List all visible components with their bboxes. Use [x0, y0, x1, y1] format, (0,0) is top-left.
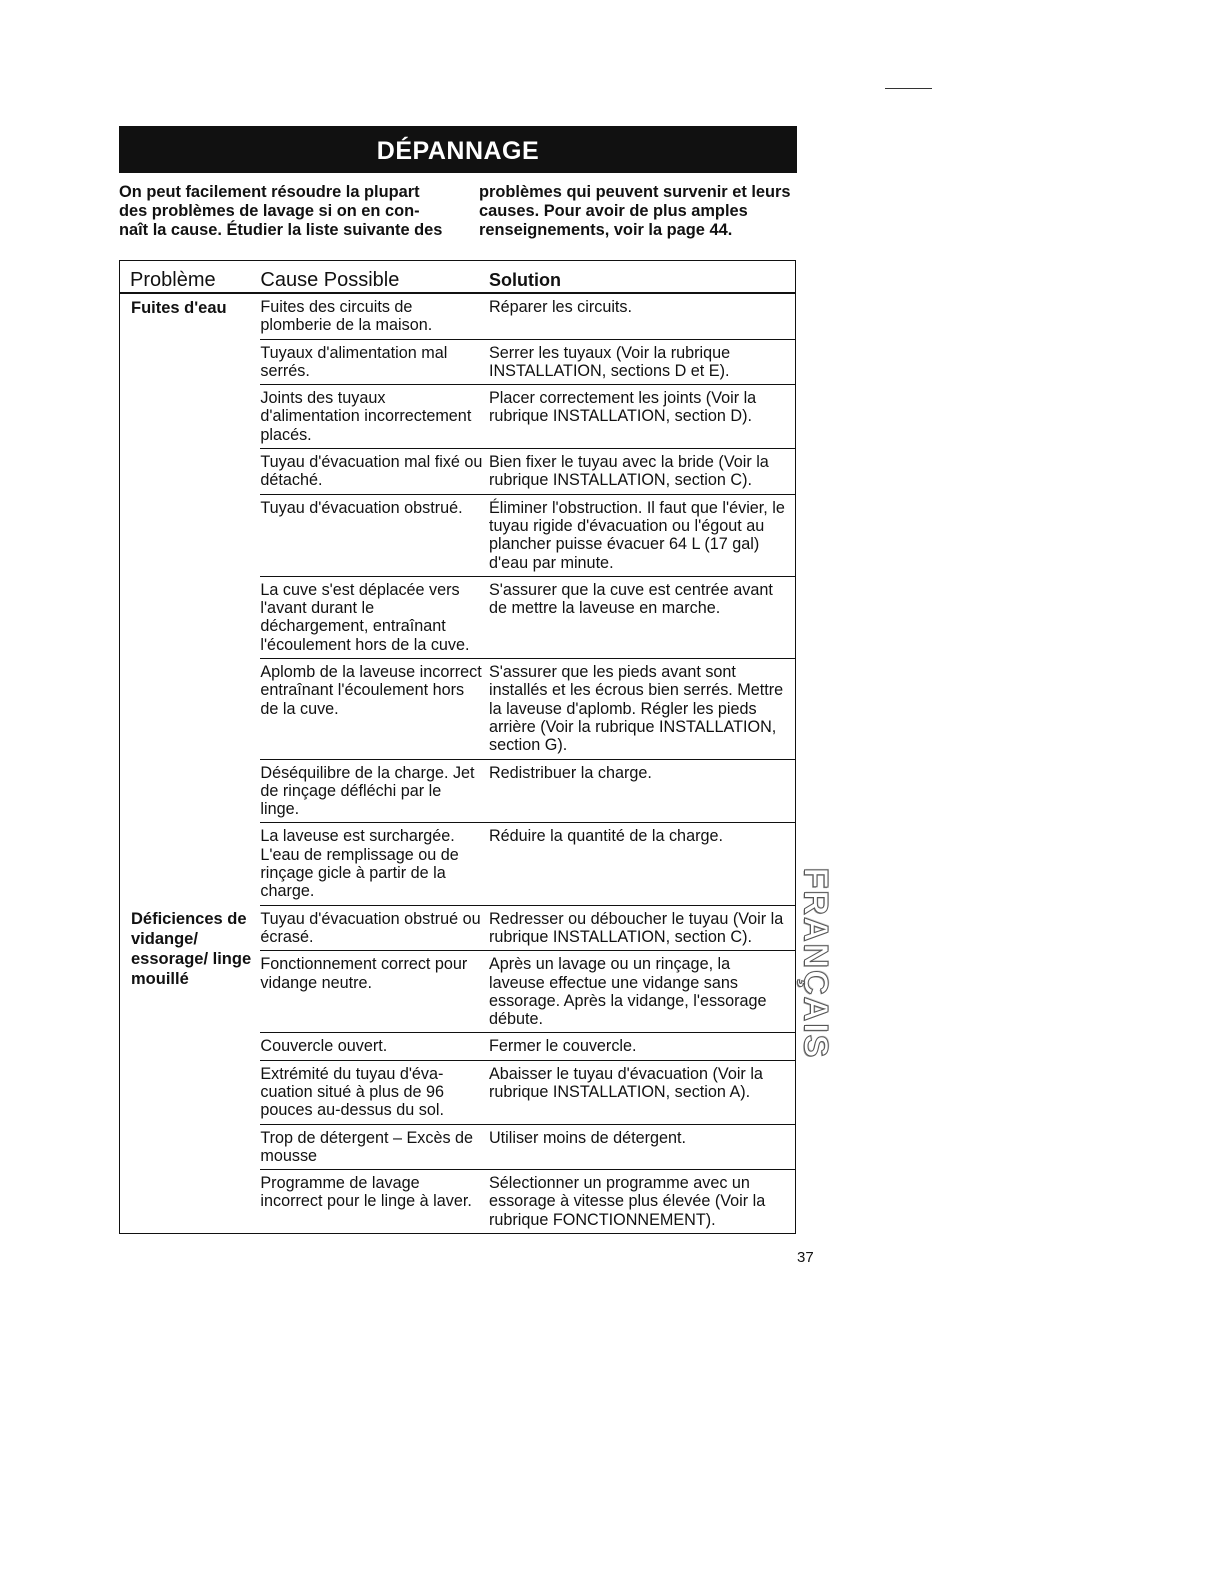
cause-cell: Programme de lavage incorrect pour le linge à laver.	[260, 1174, 472, 1211]
solution-cell: Abaisser le tuyau d'évacuation (Voir la rubrique INSTALLATION, section A).	[489, 1060, 796, 1124]
solution-cell: Placer correctement les joints (Voir la rubrique INSTALLATION, section D).	[489, 385, 796, 449]
cause-cell: Déséquilibre de la charge. Jet de rinçage défléchi par le linge.	[260, 759, 489, 823]
solution-cell: Sélectionner un programme avec un essorage à vitesse plus élevée (Voir la rubrique FONCTIONNEMENT).	[488, 1174, 766, 1229]
solution-cell: Réduire la quantité de la charge.	[489, 823, 796, 905]
solution-cell: Fermer le couvercle.	[489, 1033, 796, 1060]
intro-paragraph: On peut facilement résoudre la plupart des problèmes de lavage si on en con-naît la cause. Étudier la liste suivante des problèmes qui peuvent survenir et leurs causes. Pour avoir de plus amples renseignements, voir la page 44.	[119, 183, 791, 239]
cause-cell: Couvercle ouvert.	[260, 1033, 489, 1060]
cause-cell: La laveuse est surchargée. L'eau de remplissage ou de rinçage gicle à partir de la charge.	[260, 823, 489, 905]
cause-cell: Fonctionnement correct pour vidange neutre.	[260, 951, 489, 1033]
table-header-row	[120, 261, 796, 294]
solution-cell: Après un lavage ou un rinçage, la laveuse effectue une vidange sans essorage. Après la vidange, l'essorage débute.	[489, 951, 796, 1033]
solution-cell: Réparer les circuits.	[489, 293, 796, 339]
problem-cell: Fuites d'eau	[131, 299, 227, 317]
table-row	[120, 293, 796, 339]
cause-cell: La cuve s'est déplacée vers l'avant durant le déchargement, entraînant l'écoulement hors de la cuve.	[260, 576, 489, 658]
cause-cell: Tuyau d'évacuation mal fixé ou détaché.	[260, 449, 489, 495]
side-tab-label: FRANÇAIS	[796, 867, 835, 1059]
cause-cell: Extrémité du tuyau d'éva-cuation situé à plus de 96 pouces au-dessus du sol.	[260, 1060, 489, 1124]
cause-cell: Tuyaux d'alimentation mal serrés.	[260, 339, 489, 385]
header-cause: Cause Possible	[260, 261, 489, 294]
page-title: DÉPANNAGE	[119, 126, 797, 173]
solution-cell: S'assurer que la cuve est centrée avant de mettre la laveuse en marche.	[489, 576, 796, 658]
solution-cell: Redresser ou déboucher le tuyau (Voir la rubrique INSTALLATION, section C).	[489, 905, 796, 951]
cause-cell: Fuites des circuits de plomberie de la maison.	[260, 293, 489, 339]
solution-cell: Bien fixer le tuyau avec la bride (Voir la rubrique INSTALLATION, section C).	[489, 449, 796, 495]
cause-cell: Tuyau d'évacuation obstrué.	[260, 494, 489, 576]
solution-cell: Redistribuer la charge.	[489, 759, 796, 823]
header-problem: Problème	[120, 261, 261, 294]
troubleshooting-table	[119, 260, 796, 1234]
page-number: 37	[797, 1249, 814, 1266]
cause-cell: Trop de détergent – Excès de mousse	[260, 1124, 489, 1170]
top-rule	[885, 88, 932, 89]
table-row	[120, 905, 796, 951]
cause-cell: Aplomb de la laveuse incorrect entraînant l'écoulement hors de la cuve.	[260, 659, 489, 759]
cause-cell: Joints des tuyaux d'alimentation incorrectement placés.	[260, 385, 489, 449]
solution-cell: Utiliser moins de détergent.	[489, 1124, 796, 1170]
problem-cell: Déficiences de vidange/ essorage/ linge mouillé	[131, 910, 252, 989]
language-side-tab	[795, 858, 835, 1068]
solution-cell: Éliminer l'obstruction. Il faut que l'évier, le tuyau rigide d'évacuation ou l'égout au plancher puisse évacuer 64 L (17 gal) d'eau par minute.	[489, 494, 796, 576]
cause-cell: Tuyau d'évacuation obstrué ou écrasé.	[260, 905, 489, 951]
solution-cell: S'assurer que les pieds avant sont installés et les écrous bien serrés. Mettre la laveuse d'aplomb. Régler les pieds arrière (Voir la rubrique INSTALLATION, section G).	[489, 659, 796, 759]
header-solution: Solution	[489, 261, 796, 294]
solution-cell: Serrer les tuyaux (Voir la rubrique INSTALLATION, sections D et E).	[489, 339, 796, 385]
